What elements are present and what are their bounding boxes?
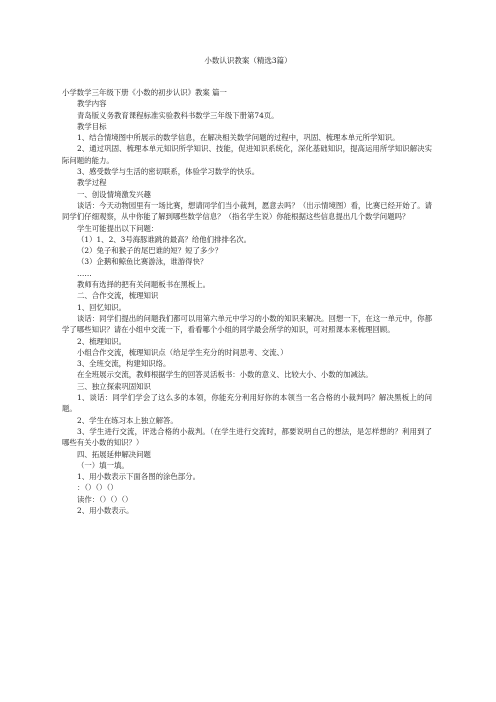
paragraph: 小组合作交流，梳理知识点（给足学生充分的时间思考、交流、）	[77, 347, 288, 357]
subheading: 教学过程	[77, 178, 107, 188]
paragraph: 1、结合情境图中所展示的数学信息，在解决相关数学问题的过程中，巩固、梳理本单元所学知识。	[77, 133, 400, 143]
subheading: 三、独立探索巩固知识	[77, 381, 151, 391]
paragraph: 1、用小数表示下面各图的涂色部分。	[77, 472, 200, 482]
subheading: 二、合作交流，梳理知识	[77, 291, 159, 301]
paragraph: 3、学生进行交流，评选合格的小裁判。（在学生进行交流时，都要说明自己的想法，是怎样想的？利用到了哪些有关小数的知识？）	[62, 426, 432, 448]
list-item: （3）企鹅和鲸鱼比赛游泳，谁游得快？	[77, 257, 208, 267]
document-title: 小数认识教案（精选3篇）	[204, 56, 292, 65]
paragraph: 2、梳理知识。	[77, 336, 127, 346]
paragraph: 读作：（）（）（）	[77, 494, 133, 504]
ellipsis: ……	[77, 268, 92, 278]
list-item: （2）兔子和猴子的尾巴谁的短？短了多少？	[77, 246, 223, 256]
subheading: 教学内容	[77, 99, 107, 109]
paragraph: 2、学生在练习本上独立解答。	[77, 415, 178, 425]
list-item: （1）1、2、3号海豚谁跳的最高？给他们排排名次。	[77, 234, 252, 244]
paragraph: 学生可能提出以下问题：	[77, 223, 159, 233]
section-heading: 小学数学三年级下册《小数的初步认识》教案 篇一	[62, 88, 227, 97]
paragraph: ：（）（）（）	[77, 483, 118, 493]
subheading: （一）填一填。	[77, 460, 129, 470]
paragraph: 谈话：同学们提出的问题我们都可以用第六单元中学习的小数的知识来解决。回想一下，在这一单元中，你都学了哪些知识？请在小组中交流一下，看看哪个小组的同学最会所学的知识，可对照课本来梳理回顾。	[62, 313, 432, 335]
paragraph: 3、全班交流，构建知识络。	[77, 359, 171, 369]
paragraph: 青岛版义务教育课程标准实验教科书数学三年级下册第74页。	[77, 110, 279, 120]
paragraph: 3、感受数学与生活的密切联系，体验学习数学的快乐。	[77, 167, 260, 177]
paragraph: 1、回忆知识。	[77, 302, 127, 312]
document-body	[62, 87, 432, 516]
subheading: 四、拓展延伸解决问题	[77, 449, 151, 459]
paragraph: 2、用小数表示。	[77, 505, 134, 515]
paragraph: 在全班展示交流，教师根据学生的回答灵活板书：小数的意义、比较大小、小数的加减法。	[77, 370, 373, 380]
paragraph: 1、谈话：同学们学会了这么多的本领，你能充分利用好你的本领当一名合格的小裁判吗？解决黑板上的问题。	[62, 393, 432, 414]
subheading: 教学目标	[77, 121, 107, 131]
paragraph: 教师有选择的把有关问题板书在黑板上。	[77, 280, 211, 290]
subheading: 一、创设情境激发兴趣	[77, 189, 151, 199]
paragraph: 2、通过巩固、梳理本单元知识所学知识、技能，促进知识系统化，深化基础知识，提高运用所学知识解决实际问题的能力。	[62, 144, 432, 165]
paragraph: 谈话：今天动物园里有一场比赛，想请同学们当小裁判，愿意去吗？（出示情境图）看，比赛已经开始了。请同学们仔细观察，从中你能了解到哪些数学信息？（指名学生说）你能根据这些信息提出几个数学问题吗？	[62, 200, 432, 222]
